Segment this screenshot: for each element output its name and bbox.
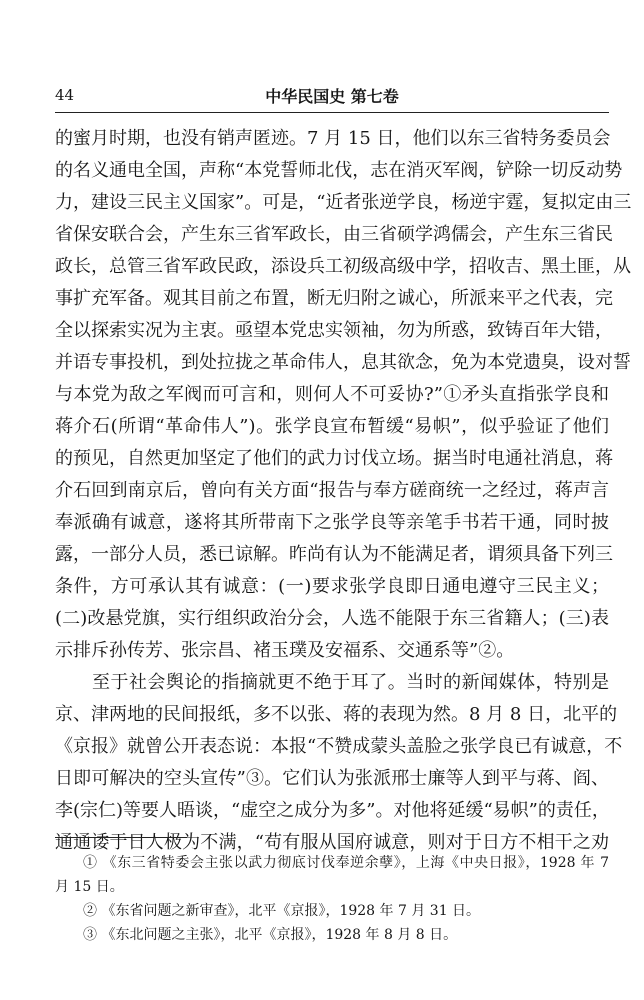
body-line: 条件，方可承认其有诚意：(一)要求张学良即日通电遵守三民主义； [55,576,609,597]
footnotes [55,851,609,947]
body-line: 李(宗仁)等要人晤谈，“虚空之成分为多”。对他将延缓“易帜”的责任， [55,800,610,821]
body-text [55,123,632,859]
body-line: 通通诿于日人极为不满，“苟有服从国府诚意，则对于日方不相干之劝 [55,832,609,853]
body-line: (二)改悬党旗，实行组织政治分会，人选不能限于东三省籍人；(三)表 [55,608,609,629]
page-number: 44 [55,86,75,104]
body-line: 日即可解决的空头宣传”③。它们认为张派邢士廉等人到平与蒋、阎、 [55,768,609,789]
body-line: 示排斥孙传芳、张宗昌、褚玉璞及安福系、交通系等”②。 [55,640,515,661]
body-line: 力，建设三民主义国家”。可是，“近者张逆学良，杨逆宇霆，复拟定由三 [55,192,632,213]
running-title: 中华民国史 第七卷 [265,87,399,106]
header-rule [55,112,609,113]
body-line: 奉派确有诚意，遂将其所带南下之张学良等亲笔手书若干通，同时披 [55,512,609,533]
footnote-3: ③ 《东北问题之主张》，北平《京报》，1928 年 8 月 8 日。 [83,927,458,943]
footnote-1: ① 《东三省特委会主张以武力彻底讨伐奉逆余孽》，上海《中央日报》，1928 年 7 [83,855,609,871]
page-header [55,84,609,106]
body-line: 的名义通电全国，声称“本党誓师北伐，志在消灭军阀，铲除一切反动势 [55,160,623,181]
body-line: 蒋介石(所谓“革命伟人”)。张学良宣布暂缓“易帜”，似乎验证了他们 [55,416,609,437]
body-line: 政长，总管三省军政民政，添设兵工初级高级中学，招收吉、黑土匪，从 [55,256,631,277]
body-line: 并语专事投机，到处拉拢之革命伟人，息其欲念，免为本党遗臭，设对誓 [55,352,631,373]
footnote-1-continued: 月 15 日。 [55,879,124,895]
body-line: 全以探索实况为主衷。亟望本党忠实领袖，勿为所惑，致铸百年大错， [55,320,613,341]
footnote-rule [55,837,187,838]
body-line: 与本党为敌之军阀而可言和，则何人不可妥协?”①矛头直指张学良和 [55,384,609,405]
body-line: 《京报》就曾公开表态说：本报“不赞成蒙头盖脸之张学良已有诚意，不 [55,736,623,757]
body-line: 露，一部分人员，悉已谅解。昨尚有认为不能满足者，谓须具备下列三 [55,544,613,565]
footnote-2: ② 《东省问题之新审查》，北平《京报》，1928 年 7 月 31 日。 [83,903,481,919]
body-line: 京、津两地的民间报纸，多不以张、蒋的表现为然。8 月 8 日，北平的 [55,704,618,725]
body-line: 省保安联合会，产生东三省军政长，由三省硕学鸿儒会，产生东三省民 [55,224,613,245]
body-line: 事扩充军备。观其目前之布置，断无归附之诚心，所派来平之代表，完 [55,288,613,309]
body-line: 介石回到南京后，曾向有关方面“报告与奉方磋商统一之经过，蒋声言 [55,480,609,501]
body-line: 至于社会舆论的指摘就更不绝于耳了。当时的新闻媒体，特别是 [55,672,609,693]
body-line: 的预见，自然更加坚定了他们的武力讨伐立场。据当时电通社消息，蒋 [55,448,613,469]
body-line: 的蜜月时期，也没有销声匿迹。7 月 15 日，他们以东三省特务委员会 [55,128,611,149]
